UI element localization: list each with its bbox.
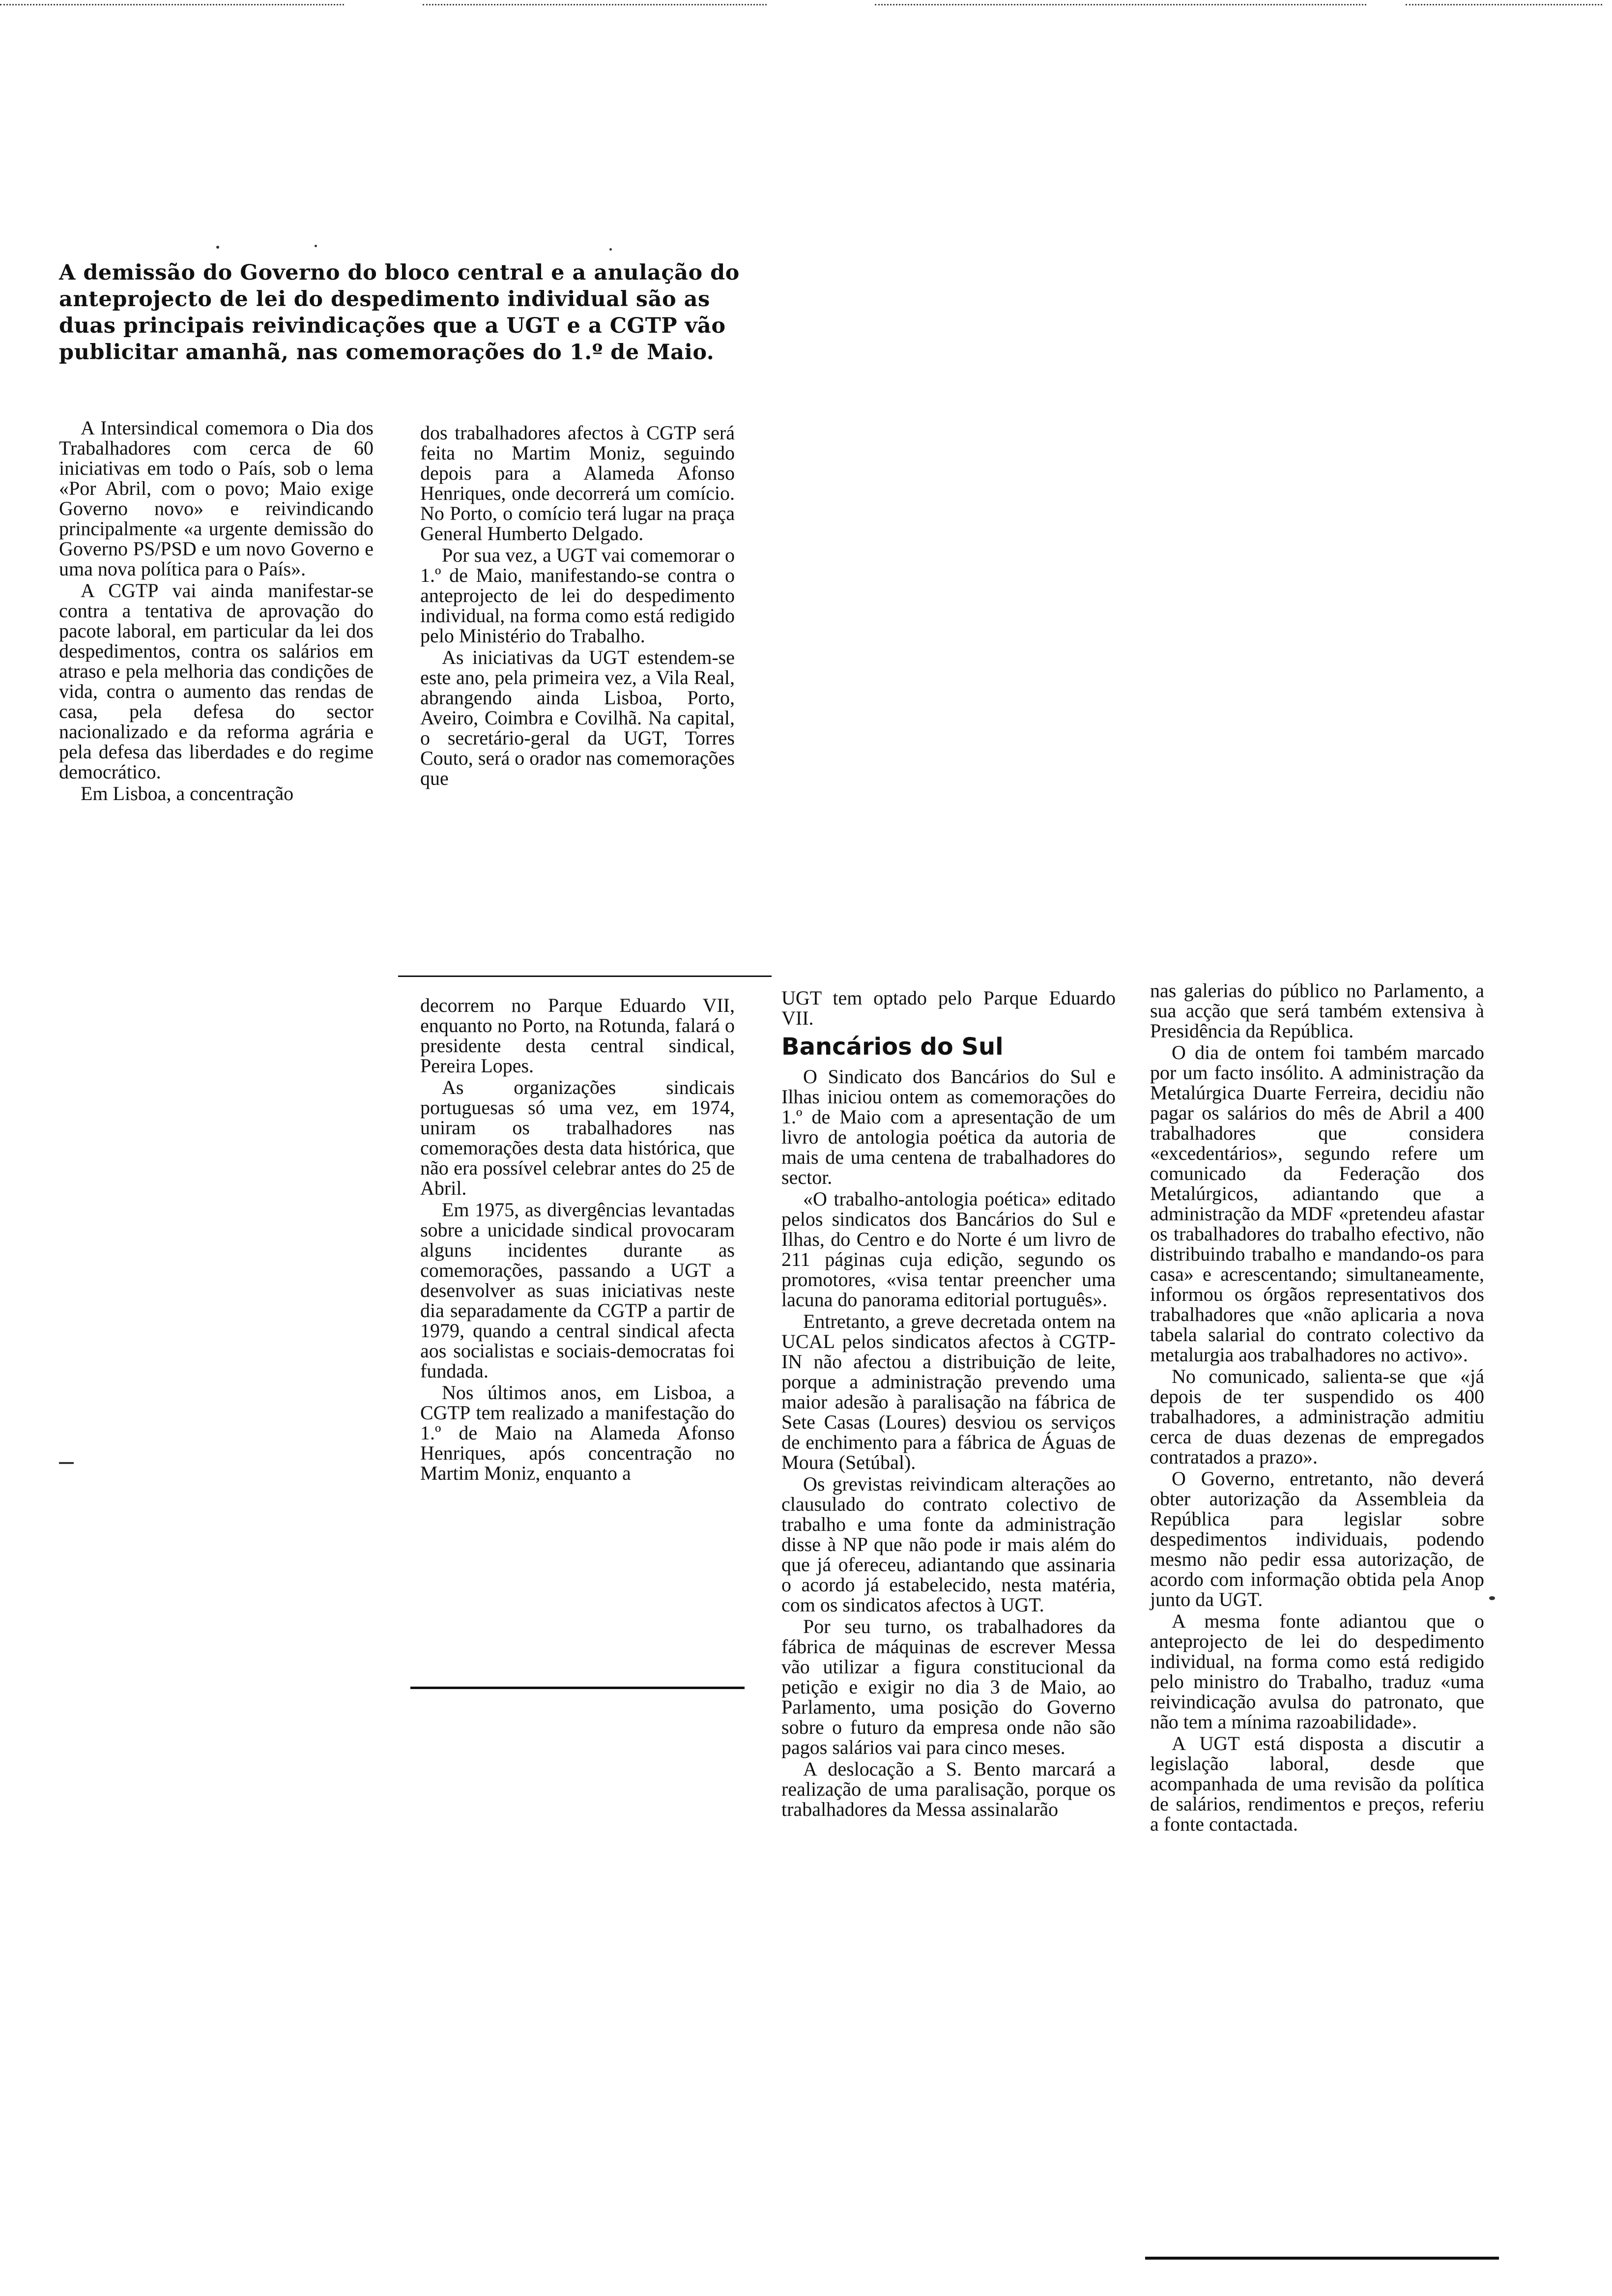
paragraph: A deslocação a S. Bento marcará a realização de uma paralisação, porque os trabalhadores da Messa assinalarão <box>781 1758 1116 1820</box>
scan-edge-mark <box>423 4 767 5</box>
paragraph: nas galerias do público no Parlamento, a sua acção que será também extensiva à Presidência da República. <box>1150 979 1484 1042</box>
paragraph: Os grevistas reivindicam alterações ao clausulado do contrato colectivo de trabalho e uma fonte da administração disse à NP que não pode ir mais além do que já ofereceu, adiantando que assinaria o acordo já estabelecido, nesta matéria, com os sindicatos afectos à UGT. <box>781 1473 1116 1616</box>
article-headline: A demissão do Governo do bloco central e a anulação do anteprojecto de lei do despedimento individual são as duas principais reivindicações que a UGT e a CGTP vão publicitar amanhã, nas comemorações do 1.º de Maio. <box>59 260 740 365</box>
paragraph: As iniciativas da UGT estendem-se este ano, pela primeira vez, a Vila Real, abrangendo ainda Lisboa, Porto, Aveiro, Coimbra e Covilhã. Na capital, o secretário-geral da UGT, Torres Couto, será o orador nas comemorações que <box>420 646 735 789</box>
paragraph: O Sindicato dos Bancários do Sul e Ilhas iniciou ontem as comemorações do 1.º de Maio com a apresentação de um livro de antologia poética da autoria de mais de uma centena de trabalhadores do sector. <box>781 1065 1116 1188</box>
paragraph: A UGT está disposta a discutir a legislação laboral, desde que acompanhada de uma revisão da política de salários, rendimentos e preços, referiu a fonte contactada. <box>1150 1732 1484 1835</box>
paragraph: A Intersindical comemora o Dia dos Trabalhadores com cerca de 60 iniciativas em todo o País, sob o lema «Por Abril, com o povo; Maio exige Governo novo» e reivindicando principalmente «a urgente demissão do Governo PS/PSD e um novo Governo e uma nova política para o País». <box>59 417 374 580</box>
article-column-1 <box>59 418 374 805</box>
paragraph: No comunicado, salienta-se que «já depois de ter suspendido os 400 trabalhadores, a administração admitiu cerca de duas dezenas de empregados contratados a prazo». <box>1150 1365 1484 1468</box>
paragraph: Entretanto, a greve decretada ontem na UCAL pelos sindicatos afectos à CGTP-IN não afectou a distribuição de leite, porque a administração prevendo uma maior adesão à paralisação na fábrica de Sete Casas (Loures) desviou os serviços de enchimento para a fábrica de Águas de Moura (Setúbal). <box>781 1310 1116 1473</box>
scan-edge-mark <box>875 4 1366 5</box>
article-column-5 <box>1150 980 1484 1836</box>
paragraph: Nos últimos anos, em Lisboa, a CGTP tem realizado a manifestação do 1.º de Maio na Alameda Afonso Henriques, após concentração no Martim Moniz, enquanto a <box>420 1381 735 1484</box>
scan-speck <box>609 248 612 251</box>
scan-edge-mark <box>1406 4 1602 5</box>
column-separator-rule <box>398 976 772 977</box>
paragraph: Em Lisboa, a concentração <box>81 782 294 804</box>
paragraph: A mesma fonte adiantou que o anteprojecto de lei do despedimento individual, na forma como está redigido pelo ministro do Trabalho, traduz «uma reivindicação avulsa do patronato, que não tem a mínima razoabilidade». <box>1150 1610 1484 1733</box>
article-end-rule <box>1145 2257 1499 2260</box>
paragraph: decorrem no Parque Eduardo VII, enquanto no Porto, na Rotunda, falará o presidente desta central sindical, Pereira Lopes. <box>420 994 735 1077</box>
scan-edge-mark <box>0 4 344 5</box>
article-column-3 <box>420 995 735 1485</box>
section-subheading: Bancários do Sul <box>781 1033 1004 1061</box>
paragraph: As organizações sindicais portuguesas só uma vez, em 1974, uniram os trabalhadores nas comemorações desta data histórica, que não era possível celebrar antes do 25 de Abril. <box>420 1076 735 1199</box>
article-column-4 <box>781 988 1116 1821</box>
paragraph: Por sua vez, a UGT vai comemorar o 1.º de Maio, manifestando-se contra o anteprojecto de lei do despedimento individual, na forma como está redigido pelo Ministério do Trabalho. <box>420 544 735 647</box>
paragraph: dos trabalhadores afectos à CGTP será feita no Martim Moniz, seguindo depois para a Alameda Afonso Henriques, onde decorrerá um comício. No Porto, o comício terá lugar na praça General Humberto Delgado. <box>420 422 735 545</box>
scan-speck <box>315 245 317 247</box>
paragraph: Por seu turno, os trabalhadores da fábrica de máquinas de escrever Messa vão utilizar a figura constitucional da petição e exigir no dia 3 de Maio, ao Parlamento, uma posição do Governo sobre o futuro da empresa onde não são pagos salários vai para cinco meses. <box>781 1615 1116 1758</box>
article-column-2 <box>420 423 735 790</box>
scan-speck <box>1489 1596 1495 1600</box>
scan-speck <box>59 1462 74 1464</box>
paragraph: «O trabalho-antologia poética» editado pelos sindicatos dos Bancários do Sul e Ilhas, do Centro e do Norte é um livro de 211 páginas cuja edição, segundo os promotores, «visa tentar preencher uma lacuna do panorama editorial português». <box>781 1188 1116 1311</box>
paragraph: O dia de ontem foi também marcado por um facto insólito. A administração da Metalúrgica Duarte Ferreira, decidiu não pagar os salários do mês de Abril a 400 trabalhadores que considera «excedentários», segundo refere um comunicado da Federação dos Metalúrgicos, adiantando que a administração da MDF «pretendeu afastar os trabalhadores do trabalho efectivo, não distribuindo trabalho e mandando-os para casa» e acrescentando; simultaneamente, informou os órgãos representativos dos trabalhadores que «não aplicaria a nova tabela salarial do contrato colectivo da metalurgia aos trabalhadores no activo». <box>1150 1041 1484 1366</box>
column-end-rule <box>410 1687 745 1689</box>
paragraph: UGT tem optado pelo Parque Eduardo VII. <box>781 987 1116 1029</box>
paragraph: A CGTP vai ainda manifestar-se contra a tentativa de aprovação do pacote laboral, em particular da lei dos despedimentos, contra os salários em atraso e pela melhoria das condições de vida, contra o aumento das rendas de casa, pela defesa do sector nacionalizado e da reforma agrária e pela defesa das liberdades e do regime democrático. <box>59 579 374 783</box>
paragraph: O Governo, entretanto, não deverá obter autorização da Assembleia da República para legislar sobre despedimentos individuais, podendo mesmo não pedir essa autorização, de acordo com informação obtida pela Anop junto da UGT. <box>1150 1467 1484 1610</box>
paragraph: Em 1975, as divergências levantadas sobre a unicidade sindical provocaram alguns incidentes durante as comemorações, passando a UGT a desenvolver as suas iniciativas neste dia separadamente da CGTP a partir de 1979, quando a central sindical afecta aos socialistas e sociais-democratas foi fundada. <box>420 1199 735 1382</box>
scan-speck <box>216 246 219 249</box>
